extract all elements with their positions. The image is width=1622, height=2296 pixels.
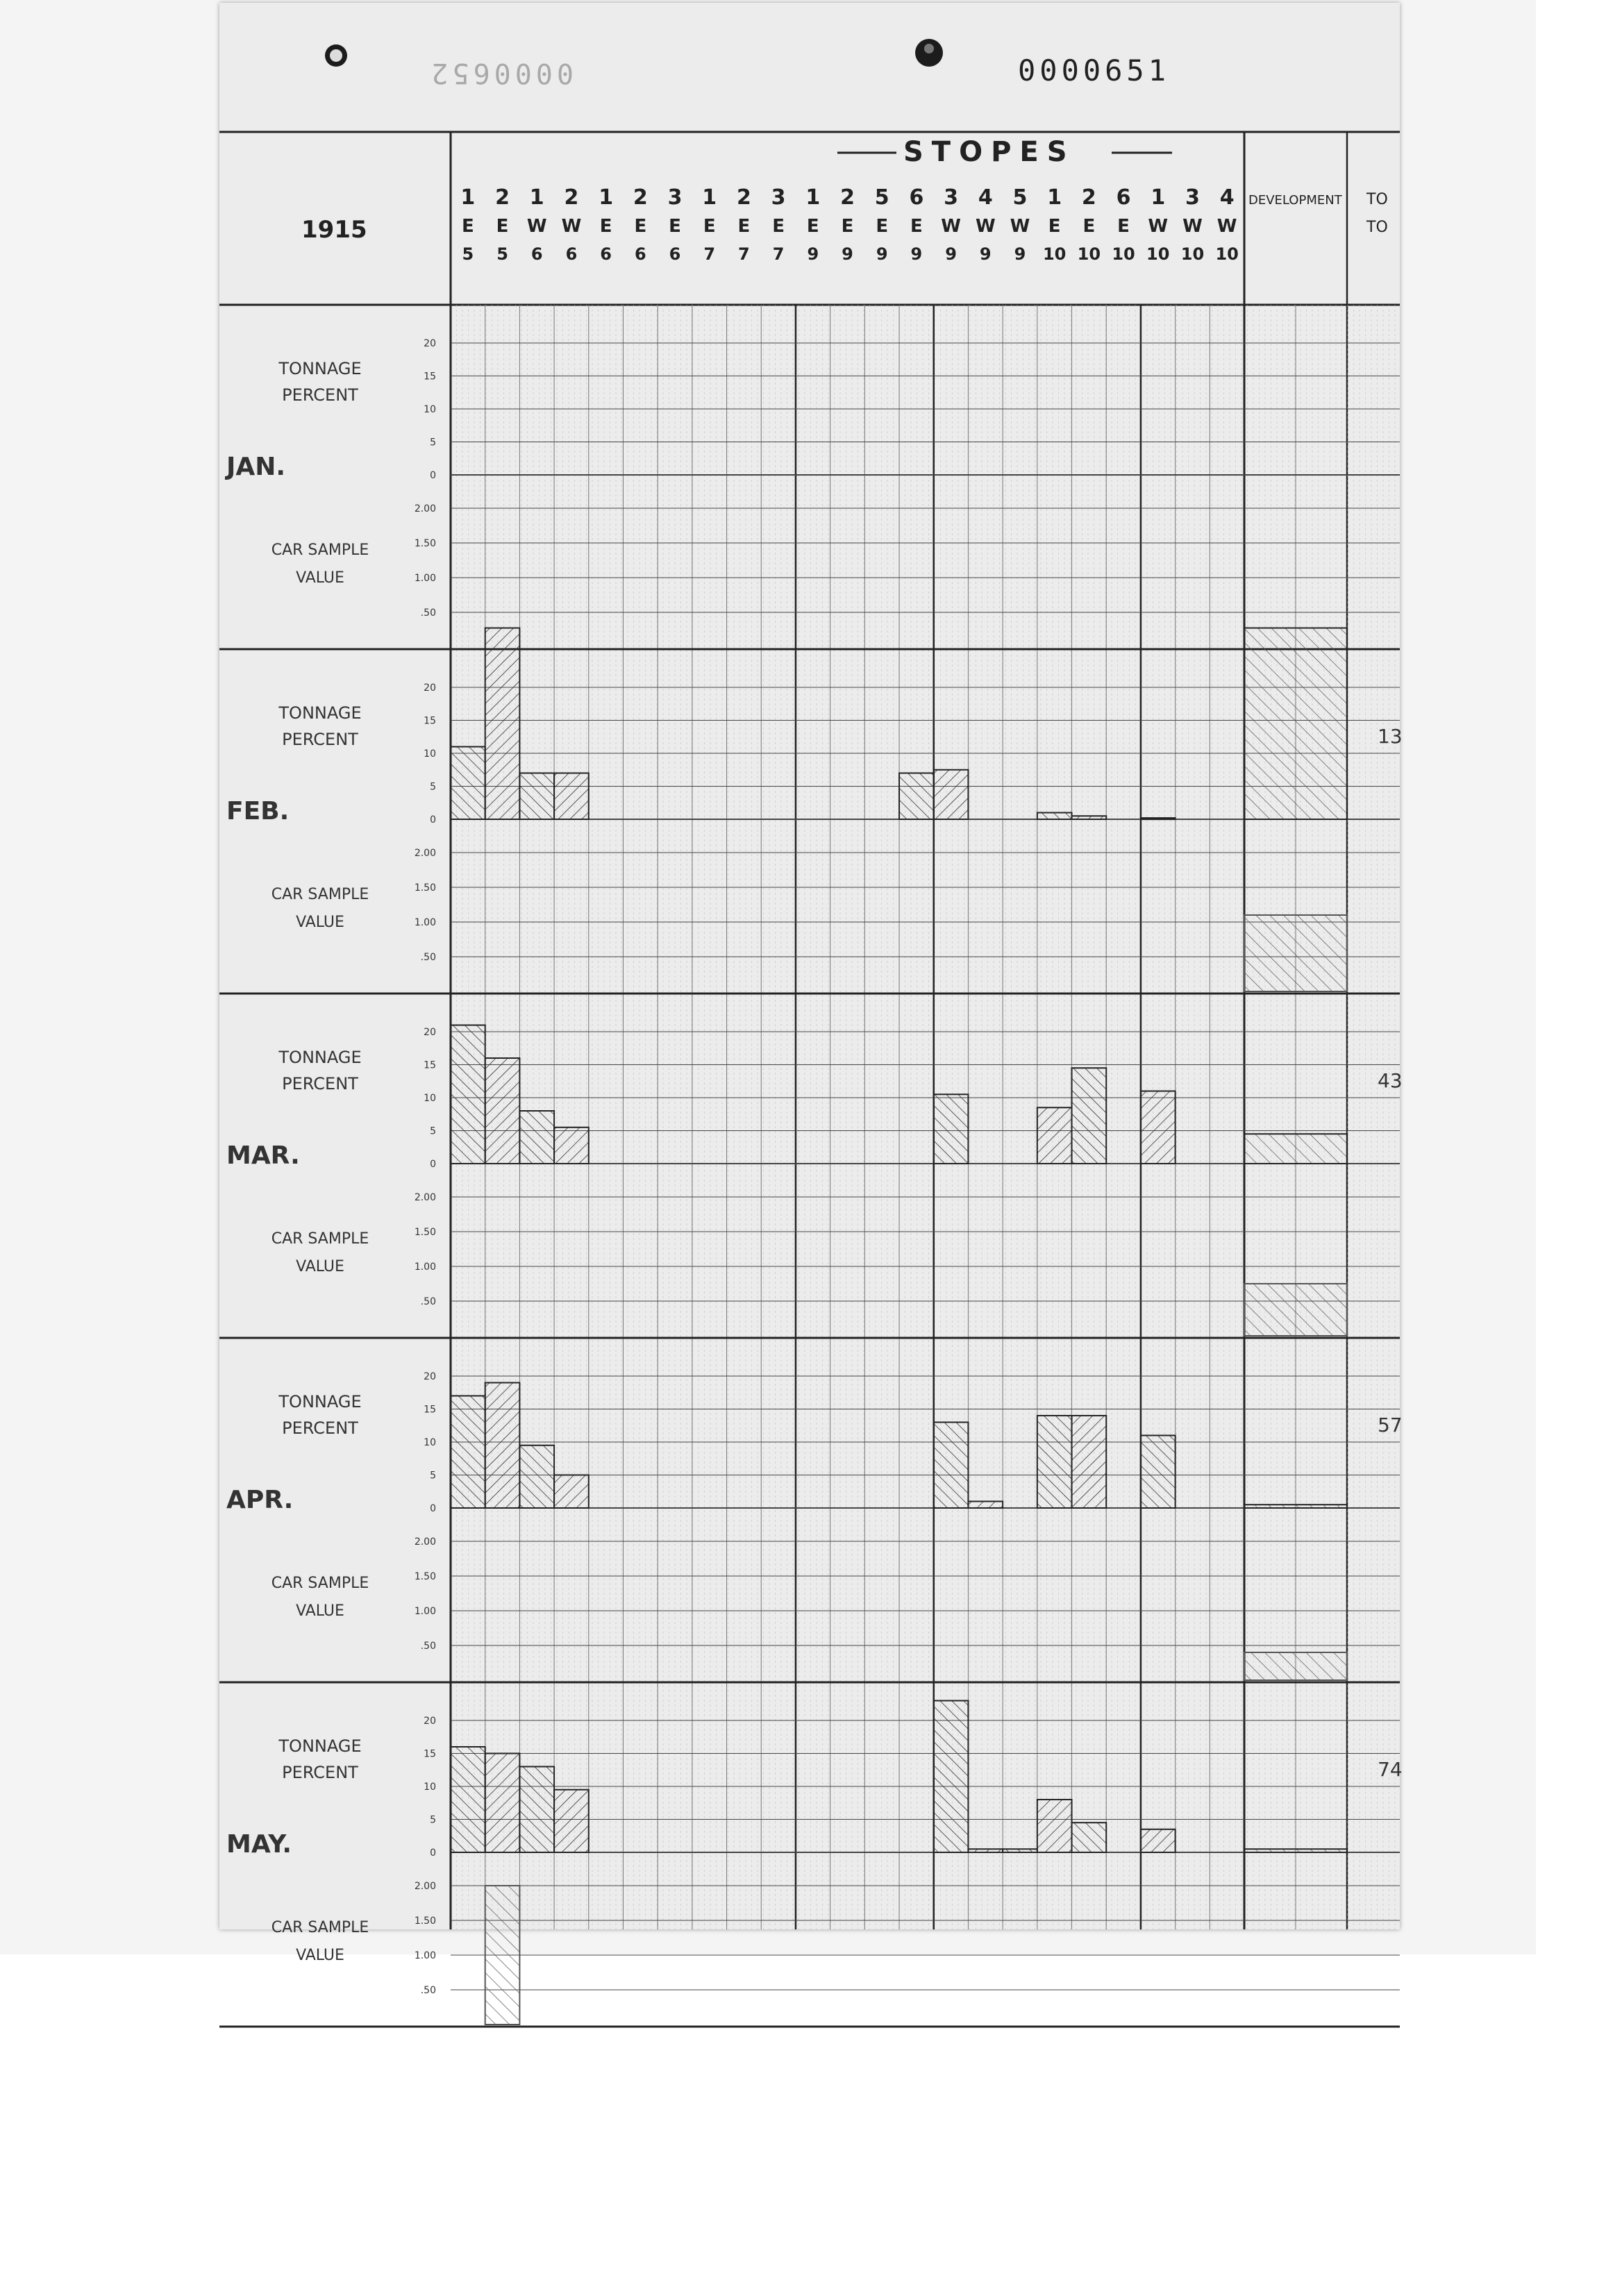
tonnage-bar-4w9 xyxy=(968,1849,1003,1852)
tonnage-tick-label: 15 xyxy=(424,371,436,383)
tonnage-bar-1w10 xyxy=(1141,1829,1176,1852)
stope-header-level: 5 xyxy=(496,244,508,264)
tonnage-bar-1e10 xyxy=(1037,1416,1072,1508)
value-tick-label: 1.00 xyxy=(414,1262,436,1273)
stope-header-num: 1 xyxy=(529,185,544,210)
total-heading-cut-2: TO xyxy=(1366,219,1388,236)
tonnage-bar-2w6 xyxy=(554,1128,589,1164)
tonnage-bar-6e9 xyxy=(899,773,934,820)
value-label: VALUE xyxy=(296,1947,344,1964)
stope-header-num: 3 xyxy=(944,185,959,210)
tonnage-bar-2w6 xyxy=(554,1790,589,1852)
stope-header-num: 6 xyxy=(1116,185,1131,210)
value-tick-label: .50 xyxy=(420,1296,436,1307)
stope-header-num: 1 xyxy=(702,185,717,210)
stope-header-side: E xyxy=(841,216,854,237)
tonnage-bar-1e10 xyxy=(1037,813,1072,820)
tonnage-tick-label: 0 xyxy=(430,1159,436,1170)
stope-header-level: 6 xyxy=(669,244,681,264)
stope-header-num: 6 xyxy=(909,185,924,210)
tonnage-tick-label: 5 xyxy=(430,437,436,449)
value-tick-label: 1.50 xyxy=(414,1571,436,1582)
stope-header-side: W xyxy=(941,216,961,237)
tonnage-label: TONNAGE xyxy=(278,703,362,723)
car-sample-label: CAR SAMPLE xyxy=(271,1575,369,1592)
tonnage-tick-label: 20 xyxy=(424,338,436,349)
month-label: MAY. xyxy=(226,1830,292,1859)
stope-header-side: E xyxy=(876,216,889,237)
value-tick-label: 1.00 xyxy=(414,573,436,584)
tonnage-label: TONNAGE xyxy=(278,359,362,378)
value-tick-label: .50 xyxy=(420,1985,436,1996)
stope-production-chart xyxy=(219,3,1403,1996)
stope-header-side: E xyxy=(910,216,923,237)
tonnage-bar-1w6 xyxy=(519,1767,554,1853)
scan-margin-strip xyxy=(1536,0,1622,1954)
tonnage-tick-label: 5 xyxy=(430,1814,436,1826)
tonnage-bar-3w9 xyxy=(934,1423,969,1509)
stope-header-side: E xyxy=(737,216,751,237)
tonnage-bar-1w10 xyxy=(1141,818,1176,819)
tonnage-tick-label: 15 xyxy=(424,1404,436,1416)
stope-header-side: E xyxy=(1048,216,1061,237)
stope-header-side: W xyxy=(526,216,547,237)
tonnage-bar-dev xyxy=(1244,1505,1347,1508)
stope-header-side: E xyxy=(806,216,819,237)
value-bar-dev xyxy=(1244,1284,1347,1336)
stope-header-num: 1 xyxy=(1151,185,1166,210)
tonnage-tick-label: 5 xyxy=(430,781,436,793)
tonnage-bar-1w6 xyxy=(519,1446,554,1508)
percent-label: PERCENT xyxy=(282,730,358,749)
tonnage-bar-dev xyxy=(1244,1134,1347,1164)
tonnage-bar-2e10 xyxy=(1072,1822,1107,1852)
value-bar-dev xyxy=(1244,915,1347,991)
chart-grid xyxy=(451,305,1395,1929)
month-total: 43 xyxy=(1378,1069,1403,1092)
tonnage-bar-2e5 xyxy=(485,1754,520,1853)
month-total: 13 xyxy=(1378,725,1403,748)
stope-column-headers xyxy=(460,185,1238,264)
stope-header-level: 6 xyxy=(565,244,578,264)
tonnage-bar-dev xyxy=(1244,628,1347,820)
value-tick-label: 2.00 xyxy=(414,1536,436,1548)
car-sample-label: CAR SAMPLE xyxy=(271,542,369,559)
year-label: 1915 xyxy=(301,216,367,244)
tonnage-bar-1w6 xyxy=(519,773,554,820)
tonnage-tick-label: 0 xyxy=(430,1503,436,1514)
stope-header-num: 4 xyxy=(978,185,993,210)
stope-header-level: 10 xyxy=(1146,244,1170,264)
percent-label: PERCENT xyxy=(282,1763,358,1782)
tonnage-tick-label: 0 xyxy=(430,1847,436,1859)
tonnage-tick-label: 20 xyxy=(424,1027,436,1038)
tonnage-bar-1e5 xyxy=(451,1396,485,1509)
stope-header-level: 9 xyxy=(842,244,853,264)
tonnage-bar-3w9 xyxy=(934,770,969,819)
tonnage-bar-2e5 xyxy=(485,1383,520,1509)
stope-header-num: 1 xyxy=(460,185,476,210)
value-label: VALUE xyxy=(296,569,344,587)
stope-header-side: E xyxy=(496,216,509,237)
stope-header-level: 6 xyxy=(600,244,612,264)
stope-header-level: 9 xyxy=(979,244,992,264)
stope-header-num: 3 xyxy=(1185,185,1200,210)
percent-label: PERCENT xyxy=(282,1418,358,1438)
tonnage-tick-label: 10 xyxy=(424,404,436,415)
tonnage-tick-label: 10 xyxy=(424,1437,436,1448)
stope-header-num: 2 xyxy=(564,185,579,210)
stope-header-level: 7 xyxy=(772,244,785,264)
tonnage-bar-2w6 xyxy=(554,1475,589,1509)
stope-header-side: E xyxy=(634,216,647,237)
tonnage-tick-label: 20 xyxy=(424,682,436,694)
stope-header-side: W xyxy=(1010,216,1030,237)
tonnage-tick-label: 0 xyxy=(430,814,436,826)
stope-header-side: E xyxy=(1082,216,1096,237)
stope-header-num: 2 xyxy=(736,185,751,210)
stope-header-level: 6 xyxy=(530,244,543,264)
tonnage-bar-2e5 xyxy=(485,1058,520,1164)
stope-header-level: 7 xyxy=(738,244,750,264)
tonnage-bar-3w9 xyxy=(934,1701,969,1853)
value-bar-2e5 xyxy=(485,1886,520,2025)
stope-header-side: E xyxy=(669,216,681,237)
stopes-heading: STOPES xyxy=(903,136,1076,168)
stope-header-side: E xyxy=(1117,216,1130,237)
tonnage-bar-3w9 xyxy=(934,1094,969,1164)
stope-header-side: E xyxy=(703,216,716,237)
stope-header-level: 9 xyxy=(807,244,819,264)
stope-header-num: 1 xyxy=(1047,185,1062,210)
stope-header-num: 2 xyxy=(1081,185,1096,210)
tonnage-bar-2e5 xyxy=(485,628,520,820)
value-tick-label: 1.50 xyxy=(414,1227,436,1238)
value-tick-label: 1.00 xyxy=(414,1606,436,1617)
tonnage-bar-1w10 xyxy=(1141,1436,1176,1509)
stope-header-level: 10 xyxy=(1112,244,1135,264)
tonnage-tick-label: 20 xyxy=(424,1371,436,1382)
tonnage-bar-5w9 xyxy=(1003,1849,1037,1852)
month-label: APR. xyxy=(226,1486,294,1514)
value-tick-label: .50 xyxy=(420,1641,436,1652)
tonnage-bar-1e10 xyxy=(1037,1107,1072,1164)
percent-label: PERCENT xyxy=(282,385,358,405)
ledger-sheet xyxy=(219,3,1403,1996)
value-tick-label: 2.00 xyxy=(414,848,436,859)
tonnage-tick-label: 10 xyxy=(424,748,436,760)
tonnage-tick-label: 5 xyxy=(430,1470,436,1482)
stope-header-level: 9 xyxy=(945,244,957,264)
month-label: FEB. xyxy=(226,797,290,826)
tonnage-bar-1e5 xyxy=(451,1025,485,1164)
tonnage-tick-label: 20 xyxy=(424,1716,436,1727)
stope-header-level: 9 xyxy=(1014,244,1026,264)
stope-header-level: 7 xyxy=(703,244,716,264)
stope-header-num: 1 xyxy=(599,185,614,210)
stope-header-side: E xyxy=(772,216,785,237)
tonnage-bar-1w10 xyxy=(1141,1091,1176,1164)
value-bar-dev xyxy=(1244,1652,1347,1680)
stope-header-side: W xyxy=(561,216,582,237)
stope-header-num: 2 xyxy=(495,185,510,210)
stope-header-num: 4 xyxy=(1219,185,1235,210)
tonnage-bar-2e10 xyxy=(1072,1068,1107,1164)
tonnage-bar-1e5 xyxy=(451,747,485,820)
value-label: VALUE xyxy=(296,1602,344,1620)
value-tick-label: .50 xyxy=(420,607,436,619)
value-tick-label: 2.00 xyxy=(414,1881,436,1892)
value-tick-label: 1.00 xyxy=(414,917,436,928)
stope-header-level: 10 xyxy=(1042,244,1067,264)
month-total: 74 xyxy=(1378,1758,1403,1781)
tonnage-bar-2w6 xyxy=(554,773,589,820)
car-sample-label: CAR SAMPLE xyxy=(271,1919,369,1936)
chart-bars xyxy=(451,628,1347,2025)
month-label: JAN. xyxy=(226,453,286,481)
stope-header-num: 3 xyxy=(667,185,683,210)
tonnage-bar-4w9 xyxy=(968,1502,1003,1509)
stope-header-level: 10 xyxy=(1077,244,1101,264)
value-label: VALUE xyxy=(296,1258,344,1275)
stope-header-side: W xyxy=(975,216,996,237)
tonnage-label: TONNAGE xyxy=(278,1392,362,1411)
tonnage-tick-label: 10 xyxy=(424,1093,436,1104)
value-tick-label: 1.00 xyxy=(414,1950,436,1961)
tonnage-bar-1e5 xyxy=(451,1747,485,1852)
value-tick-label: 1.50 xyxy=(414,538,436,549)
stope-header-num: 1 xyxy=(805,185,821,210)
month-label: MAR. xyxy=(226,1141,300,1170)
tonnage-bar-2e10 xyxy=(1072,1416,1107,1508)
tonnage-label: TONNAGE xyxy=(278,1048,362,1067)
reversed-serial-stamp: 0000652 xyxy=(427,57,574,89)
stope-header-side: E xyxy=(599,216,612,237)
stope-header-level: 9 xyxy=(910,244,923,264)
tonnage-tick-label: 0 xyxy=(430,470,436,481)
value-tick-label: 2.00 xyxy=(414,1192,436,1203)
stope-header-side: W xyxy=(1182,216,1203,237)
tonnage-tick-label: 15 xyxy=(424,1748,436,1760)
stope-header-num: 5 xyxy=(1012,185,1028,210)
stope-header-level: 5 xyxy=(462,244,474,264)
tonnage-tick-label: 15 xyxy=(424,1059,436,1071)
stope-header-level: 10 xyxy=(1215,244,1239,264)
percent-label: PERCENT xyxy=(282,1074,358,1093)
value-tick-label: 1.50 xyxy=(414,882,436,894)
car-sample-label: CAR SAMPLE xyxy=(271,1230,369,1248)
stope-header-level: 9 xyxy=(876,244,888,264)
total-heading-cut: TO xyxy=(1366,191,1388,208)
month-sections xyxy=(219,338,1403,2027)
value-tick-label: .50 xyxy=(420,952,436,963)
car-sample-label: CAR SAMPLE xyxy=(271,886,369,903)
value-tick-label: 2.00 xyxy=(414,503,436,514)
value-label: VALUE xyxy=(296,914,344,931)
tonnage-bar-dev xyxy=(1244,1849,1347,1852)
serial-number-stamp: 0000651 xyxy=(1018,53,1171,87)
tonnage-tick-label: 5 xyxy=(430,1125,436,1137)
development-heading: DEVELOPMENT xyxy=(1248,193,1342,208)
stope-header-level: 6 xyxy=(634,244,646,264)
tonnage-bar-1w6 xyxy=(519,1111,554,1164)
stope-header-num: 5 xyxy=(874,185,889,210)
stope-header-side: E xyxy=(461,216,474,237)
tonnage-tick-label: 10 xyxy=(424,1782,436,1793)
stope-header-num: 3 xyxy=(771,185,786,210)
tonnage-bar-2e10 xyxy=(1072,816,1107,819)
tonnage-bar-1e10 xyxy=(1037,1800,1072,1852)
tonnage-tick-label: 15 xyxy=(424,715,436,727)
stope-header-num: 2 xyxy=(633,185,648,210)
stope-header-num: 2 xyxy=(840,185,855,210)
stope-header-side: W xyxy=(1148,216,1169,237)
value-tick-label: 1.50 xyxy=(414,1916,436,1927)
stope-header-side: W xyxy=(1216,216,1237,237)
stope-header-level: 10 xyxy=(1180,244,1205,264)
month-total: 57 xyxy=(1378,1414,1403,1436)
tonnage-label: TONNAGE xyxy=(278,1736,362,1756)
